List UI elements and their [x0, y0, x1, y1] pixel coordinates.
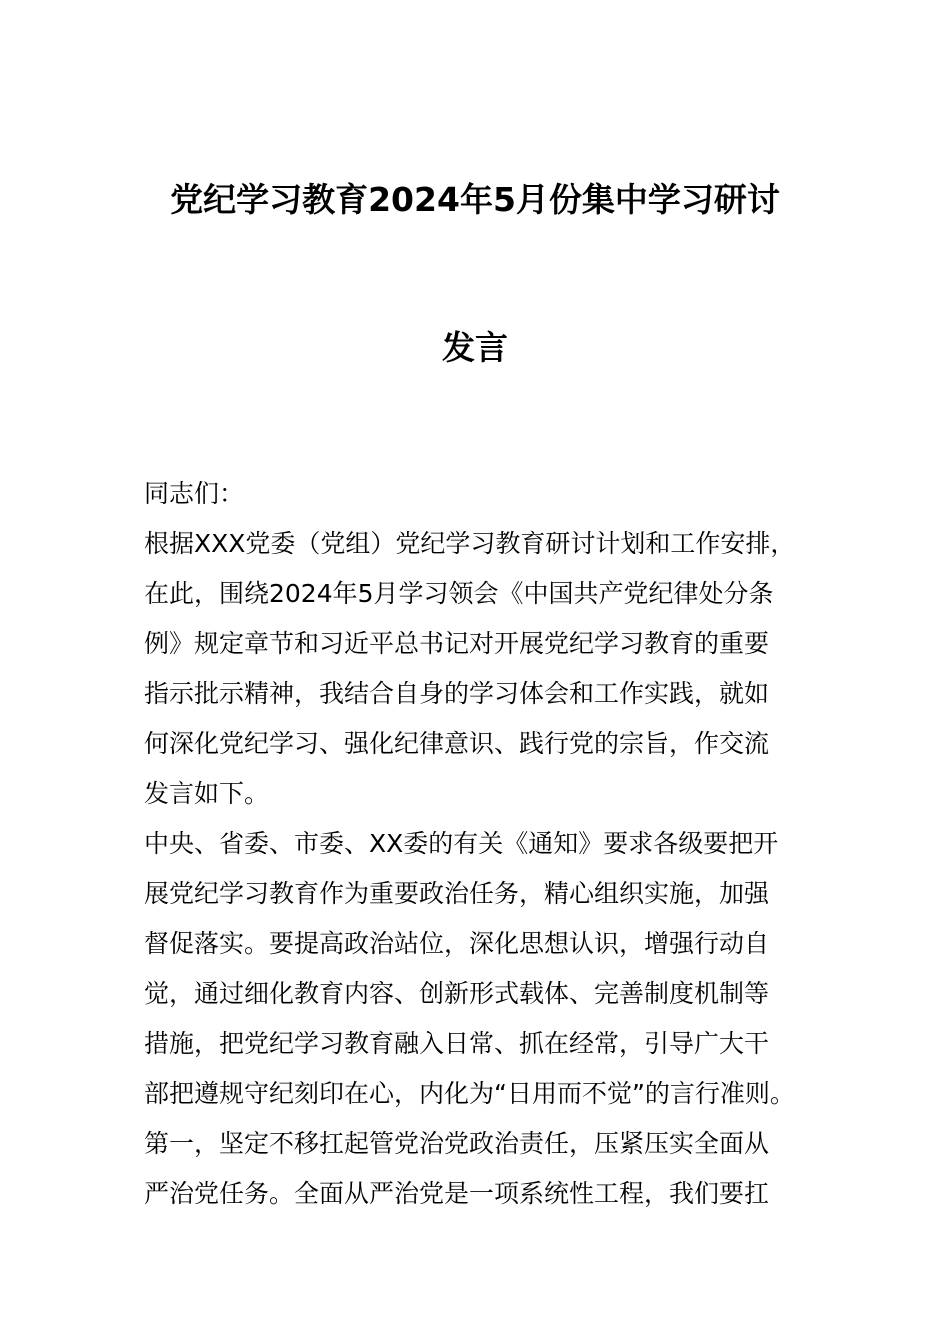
document-body	[144, 469, 834, 1219]
body-line: 指示批示精神，我结合自身的学习体会和工作实践，就如	[144, 679, 770, 708]
body-line: 督促落实。要提高政治站位，深化思想认识，增强行动自	[144, 929, 770, 958]
body-line: 在此，围绕2024年5月学习领会《中国共产党纪律处分条	[144, 579, 774, 608]
body-line: 例》规定章节和习近平总书记对开展党纪学习教育的重要	[144, 629, 770, 658]
body-line-salutation: 同志们：	[144, 479, 245, 508]
body-line: 何深化党纪学习、强化纪律意识、践行党的宗旨，作交流	[144, 729, 770, 758]
document-title-line-2: 发言	[442, 328, 508, 367]
body-line: 部把遵规守纪刻印在心，内化为“日用而不觉”的言行准则。	[144, 1079, 795, 1108]
body-line: 第一，坚定不移扛起管党治党政治责任，压紧压实全面从	[144, 1129, 770, 1158]
document-title-line-1: 党纪学习教育2024年5月份集中学习研讨	[170, 180, 780, 219]
body-line: 觉，通过细化教育内容、创新形式载体、完善制度机制等	[144, 979, 770, 1008]
body-line: 严治党任务。全面从严治党是一项系统性工程，我们要扛	[144, 1179, 770, 1208]
body-line: 发言如下。	[144, 779, 270, 808]
body-line: 根据XXX党委（党组）党纪学习教育研讨计划和工作安排，	[144, 529, 796, 558]
body-line: 中央、省委、市委、XX委的有关《通知》要求各级要把开	[144, 829, 779, 858]
body-line: 展党纪学习教育作为重要政治任务，精心组织实施，加强	[144, 879, 770, 908]
body-line: 措施，把党纪学习教育融入日常、抓在经常，引导广大干	[144, 1029, 770, 1058]
